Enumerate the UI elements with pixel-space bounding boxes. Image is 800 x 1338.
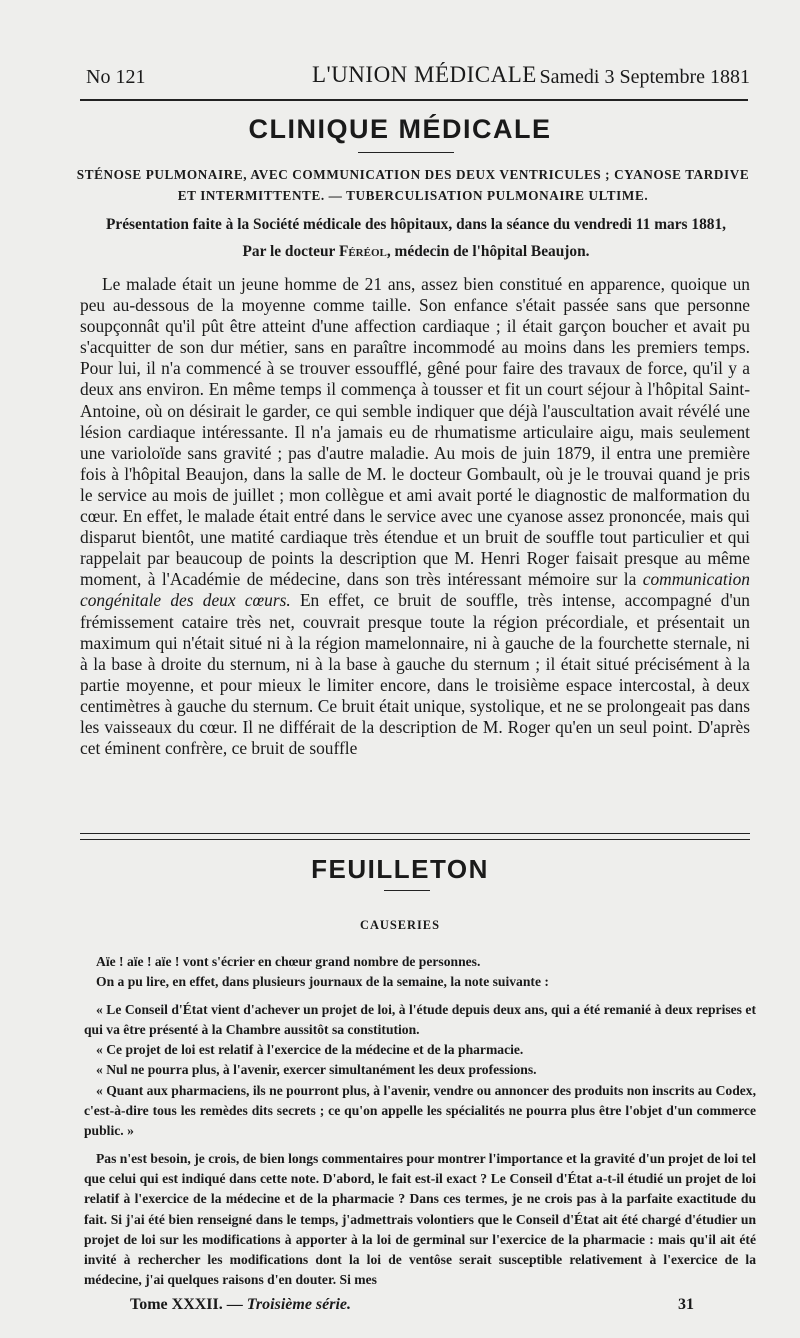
paragraph-italic: communication congénitale des deux cœurs.	[80, 569, 750, 611]
journal-title: L'UNION MÉDICALE	[312, 62, 537, 87]
author-name: Féréol	[338, 243, 387, 260]
article-subtitle: STÉNOSE PULMONAIRE, AVEC COMMUNICATION DES DEUX VENTRICULES ; CYANOSE TARDIVE ET INTERMITTENTE. — TUBERCULISATION PULMONAIRE ULTIME.	[76, 167, 750, 203]
feuilleton-paragraph: « Quant aux pharmaciens, ils ne pourront plus, à l'avenir, vendre ou annoncer des produits non inscrits au Codex, c'est-à-dire tous les remèdes dits secrets ; ce qu'on appelle les spécialités ne pourra plus être l'objet d'un commerce public. »	[84, 1082, 756, 1139]
issue-number: No 121	[86, 66, 146, 88]
presentation-line: Présentation faite à la Société médicale des hôpitaux, dans la séance du vendredi 11 mars 1881,	[105, 216, 727, 233]
tome-label: Tome XXXII. —	[130, 1296, 243, 1313]
feuilleton-paragraph: « Nul ne pourra plus, à l'avenir, exercer simultanément les deux professions.	[96, 1062, 537, 1078]
section-divider	[80, 833, 750, 840]
feuilleton-paragraph: Aïe ! aïe ! aïe ! vont s'écrier en chœur grand nombre de personnes.	[96, 954, 481, 969]
feuilleton-paragraph: Pas n'est besoin, je crois, de bien longs commentaires pour montrer l'importance et la gravité d'un projet de loi tel que celui qui est indiqué dans cette note. D'abord, le fait est-il exact ? Le Conseil d'État a-t-il étudié un projet de loi relatif à l'exercice de la médecine et de la pharmacie ? Dans ces termes, je ne crois pas à la parfaite exactitude du fait. Si j'ai été bien renseigné dans le temps, j'admettrais volontiers que le Conseil d'État ait été chargé d'étudier un projet de loi sur les modifications à apporter à la loi de germinal sur l'exercice de la pharmacie : mais qu'il ait été invité à rechercher les modifications dont la loi de ventôse serait susceptible relativement à l'exercice de la médecine, j'ai quelques raisons d'en douter. Si mes	[84, 1150, 756, 1288]
article-body	[80, 274, 750, 759]
paragraph-text-2: En effet, ce bruit de souffle, très intense, accompagné d'un frémissement cataire très net, couvrait presque toute la région précordiale, et présentait un maximum qui n'était situé ni à la région mamelonnaire, ni à gauche de la fourchette sternale, ni à la base à droite du sternum, ni à la base à gauche du sternum ; il était situé précisément à la partie moyenne, et pour mieux le limiter encore, dans le troisième espace intercostal, à deux centimètres à gauche du sternum. Ce bruit était unique, systolique, et ne se prolongeait pas dans les vaisseaux du cœur. Il ne différait de la description de M. Roger qu'en un seul point. D'après cet éminent confrère, ce bruit de souffle	[80, 590, 750, 759]
section-title-feuilleton: FEUILLETON	[311, 854, 489, 884]
issue-date: Samedi 3 Septembre 1881	[539, 66, 750, 88]
paragraph-text-1: Le malade était un jeune homme de 21 ans, assez bien constitué en apparence, quoique un peu au-dessous de la moyenne comme taille. Son enfance s'était passée sans que personne soupçonnât qu'il pût être atteint d'une affection cardiaque ; il était garçon boucher et avait pu s'acquitter de son dur métier, sans en paraître incommodé au moins dans les premiers temps. Pour lui, il n'a commencé à se trouver essoufflé, gêné pour faire des travaux de force, qu'il y a deux ans environ. En même temps il commença à tousser et fit un court séjour à l'hôpital Saint-Antoine, où on désirait le garder, ce qui semble indiquer que déjà l'auscultation avait révélé une lésion cardiaque intéressante. Il n'a jamais eu de rhumatisme articulaire aigu, mais seulement une varioloïde sans gravité ; pas d'autre maladie. Au mois de juin 1879, il entra une première fois à l'hôpital Beaujon, dans la salle de M. le docteur Gombault, où je le trouvai quand je pris le service au mois de juillet ; mon collègue et ami avait porté le diagnostic de malformation du cœur. En effet, le malade était entré dans le service avec une cyanose assez prononcée, mais qui disparut bientôt, une matité cardiaque très étendue et un bruit de souffle tout particulier et qui rappelait par beaucoup de points la description que M. Henri Roger faisait presque au même moment, à l'Académie de médecine, dans son très intéressant mémoire sur la	[80, 274, 750, 590]
feuilleton-paragraph: On a pu lire, en effet, dans plusieurs journaux de la semaine, la note suivante :	[96, 974, 549, 990]
serie-label: Troisième série.	[246, 1296, 352, 1313]
author-suffix: , médecin de l'hôpital Beaujon.	[386, 243, 590, 260]
author-line	[76, 239, 756, 265]
feuilleton-rule	[384, 890, 430, 891]
feuilleton-paragraph: « Le Conseil d'État vient d'achever un projet de loi, à l'étude depuis deux ans, qui a été remanié à deux reprises et qui va être présenté à la Chambre aussitôt sa constitution.	[84, 1001, 756, 1037]
header-rule	[80, 99, 748, 101]
author-prefix: Par le docteur	[242, 243, 336, 260]
footer-tome	[130, 1296, 351, 1314]
feuilleton-subtitle: CAUSERIES	[360, 918, 440, 932]
feuilleton-body	[84, 952, 756, 1291]
section-title-rule	[358, 152, 454, 153]
article-paragraph	[80, 274, 750, 759]
page-number: 31	[678, 1296, 694, 1313]
page-header	[86, 62, 750, 92]
feuilleton-paragraph: « Ce projet de loi est relatif à l'exercice de la médecine et de la pharmacie.	[96, 1042, 524, 1058]
section-title-clinique: CLINIQUE MÉDICALE	[248, 114, 552, 144]
